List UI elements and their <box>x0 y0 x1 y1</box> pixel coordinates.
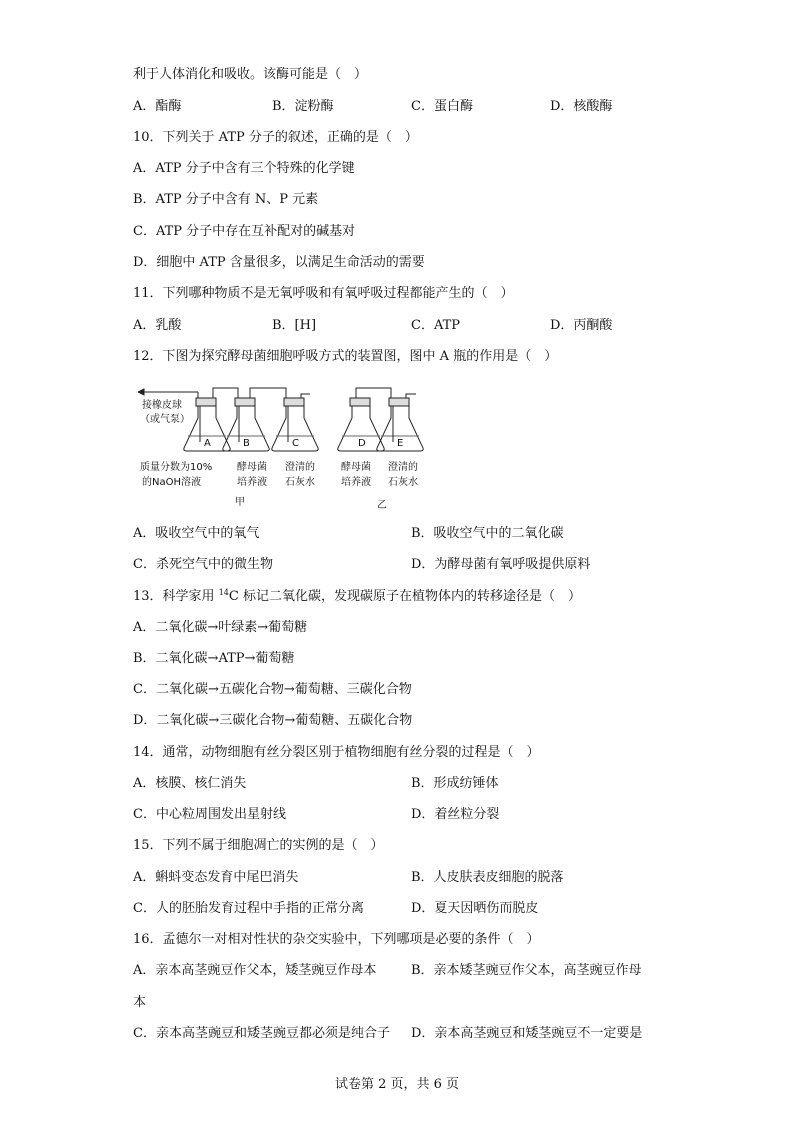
q13-option-d: D．二氧化碳→三碳化合物→葡萄糖、五碳化合物 <box>133 713 413 728</box>
q15-option-b: B．人皮肤表皮细胞的脱落 <box>411 870 564 885</box>
pump-label-line1: 接橡皮球 <box>142 400 182 411</box>
flask-c-label-line2: 石灰水 <box>285 477 315 488</box>
q13-stem-post: C 标记二氧化碳，发现碳原子在植物体内的转移途径是（ ） <box>228 589 581 604</box>
q16-stem: 16．孟德尔一对相对性状的杂交实验中，下列哪项是必要的条件（ ） <box>133 932 540 947</box>
q11-stem: 11．下列哪种物质不是无氧呼吸和有氧呼吸过程都能产生的（ ） <box>133 286 514 301</box>
flask-c-letter: C <box>292 438 299 449</box>
flask-d-letter: D <box>358 438 366 449</box>
q11-option-a: A．乳酸 <box>133 318 182 333</box>
q13-stem <box>133 588 581 606</box>
q12-option-d: D．为酵母菌有氧呼吸提供原料 <box>411 557 591 572</box>
q16-option-b-wrap: 本 <box>133 995 147 1010</box>
flask-b-label-line2: 培养液 <box>237 477 267 488</box>
flask-a-letter: A <box>204 438 211 449</box>
q14-option-b: B．形成纺锤体 <box>411 776 499 791</box>
q9-stem-continuation: 利于人体消化和吸收。该酶可能是（ ） <box>133 67 368 82</box>
q10-option-b: B．ATP 分子中含有 N、P 元素 <box>133 192 319 207</box>
q11-option-c: C．ATP <box>411 318 461 333</box>
flask-d-label-line2: 培养液 <box>341 477 371 488</box>
q12-option-c: C．杀死空气中的微生物 <box>133 557 273 572</box>
q13-option-a: A．二氧化碳→叶绿素→葡萄糖 <box>133 620 308 635</box>
q14-option-d: D．着丝粒分裂 <box>411 807 500 822</box>
flask-e-label-line1: 澄清的 <box>388 462 418 473</box>
q15-stem: 15．下列不属于细胞凋亡的实例的是（ ） <box>133 838 384 853</box>
page-footer: 试卷第 2 页，共 6 页 <box>334 1077 460 1092</box>
q9-option-a: A．酯酶 <box>133 99 182 114</box>
q13-isotope-mass: 14 <box>218 588 229 597</box>
q15-option-a: A．蝌蚪变态发育中尾巴消失 <box>133 870 299 885</box>
q16-option-d: D．亲本高茎豌豆和矮茎豌豆不一定要是 <box>411 1026 643 1041</box>
flask-d-label-line1: 酵母菌 <box>341 462 371 473</box>
q9-option-b: B．淀粉酶 <box>272 99 334 114</box>
q13-option-c: C．二氧化碳→五碳化合物→葡萄糖、三碳化合物 <box>133 682 412 697</box>
q14-option-a: A．核膜、核仁消失 <box>133 776 247 791</box>
flask-e-label-line2: 石灰水 <box>388 477 418 488</box>
yeast-respiration-apparatus-figure <box>138 384 438 510</box>
q11-option-b: B．[H] <box>272 318 317 333</box>
q15-option-d: D．夏天因晒伤而脱皮 <box>411 901 539 916</box>
q12-stem: 12．下图为探究酵母菌细胞呼吸方式的装置图，图中 A 瓶的作用是（ ） <box>133 349 558 364</box>
q14-option-c: C．中心粒周围发出星射线 <box>133 807 286 822</box>
flask-a-label-line2: 的NaOH溶液 <box>142 477 201 488</box>
q10-stem: 10．下列关于 ATP 分子的叙述，正确的是（ ） <box>133 130 418 145</box>
flask-c-label-line1: 澄清的 <box>285 462 315 473</box>
q16-option-b: B．亲本矮茎豌豆作父本，高茎豌豆作母 <box>411 963 642 978</box>
q15-option-c: C．人的胚胎发育过程中手指的正常分离 <box>133 901 364 916</box>
group-jia-label: 甲 <box>235 497 245 508</box>
q11-option-d: D．丙酮酸 <box>550 318 613 333</box>
q10-option-a: A．ATP 分子中含有三个特殊的化学键 <box>133 161 355 176</box>
flask-e-letter: E <box>397 438 404 449</box>
group-yi-label: 乙 <box>377 500 387 510</box>
q9-option-d: D．核酸酶 <box>550 99 613 114</box>
q12-option-b: B．吸收空气中的二氧化碳 <box>411 526 564 541</box>
flask-b-label-line1: 酵母菌 <box>237 462 267 473</box>
q12-option-a: A．吸收空气中的氧气 <box>133 526 260 541</box>
q9-option-c: C．蛋白酶 <box>411 99 473 114</box>
flask-a-label-line1: 质量分数为10% <box>140 462 213 473</box>
flask-b-letter: B <box>243 438 250 449</box>
q14-stem: 14．通常，动物细胞有丝分裂区别于植物细胞有丝分裂的过程是（ ） <box>133 745 540 760</box>
q10-option-c: C．ATP 分子中存在互补配对的碱基对 <box>133 224 356 239</box>
q16-option-c: C．亲本高茎豌豆和矮茎豌豆都必须是纯合子 <box>133 1026 390 1041</box>
q13-stem-pre: 13．科学家用 <box>133 589 219 604</box>
q10-option-d: D．细胞中 ATP 含量很多，以满足生命活动的需要 <box>133 255 425 270</box>
pump-label-line2: （或气泵） <box>140 414 190 425</box>
q13-option-b: B．二氧化碳→ATP→葡萄糖 <box>133 651 295 666</box>
q16-option-a: A．亲本高茎豌豆作父本，矮茎豌豆作母本 <box>133 963 377 978</box>
